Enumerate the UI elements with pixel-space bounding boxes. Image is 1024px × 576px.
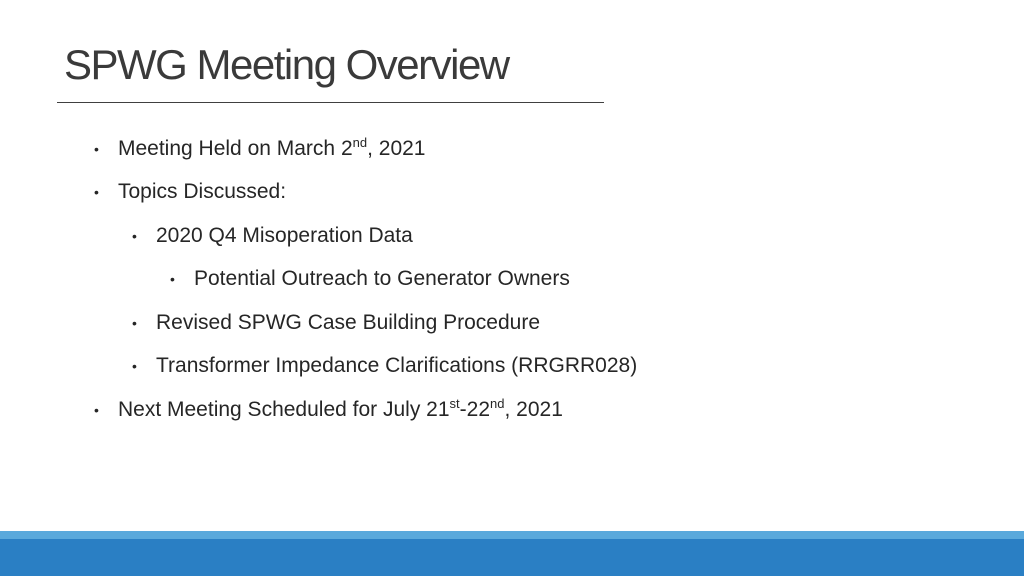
- footer-accent-stripe: [0, 531, 1024, 539]
- bullet-item-transformer: [132, 354, 638, 377]
- bullet-text: Potential Outreach to Generator Owners: [194, 267, 570, 290]
- bullet-item-topics: [94, 180, 287, 203]
- bullet-superscript: nd: [352, 135, 368, 150]
- bullet-item-case-building: [132, 311, 541, 334]
- bullet-text: , 2021: [504, 398, 563, 421]
- bullet-icon: •: [94, 402, 99, 418]
- bullet-text: Revised SPWG Case Building Procedure: [156, 311, 541, 334]
- footer-band: [0, 539, 1024, 576]
- bullet-text: , 2021: [367, 137, 426, 160]
- title-underline: [57, 102, 604, 103]
- bullet-icon: •: [132, 358, 137, 374]
- bullet-text: Transformer Impedance Clarifications (RRGRR028): [156, 354, 638, 377]
- bullet-text: Next Meeting Scheduled for July 21: [118, 398, 450, 421]
- bullet-icon: •: [132, 228, 137, 244]
- bullet-icon: •: [170, 271, 175, 287]
- bullet-text: -22: [459, 398, 491, 421]
- bullet-text: Topics Discussed:: [118, 180, 287, 203]
- bullet-text: 2020 Q4 Misoperation Data: [156, 224, 413, 247]
- bullet-icon: •: [94, 141, 99, 157]
- bullet-superscript: nd: [490, 396, 505, 411]
- slide-title: SPWG Meeting Overview: [64, 41, 509, 88]
- bullet-item-meeting-date: [94, 135, 426, 160]
- bullet-text: Meeting Held on March 2: [118, 137, 353, 160]
- bullet-item-next-meeting: [94, 396, 563, 421]
- bullet-item-outreach: [170, 267, 570, 290]
- bullet-icon: •: [94, 184, 99, 200]
- bullet-item-misoperation: [132, 224, 413, 247]
- bullet-icon: •: [132, 315, 137, 331]
- bullet-superscript: st: [449, 396, 460, 411]
